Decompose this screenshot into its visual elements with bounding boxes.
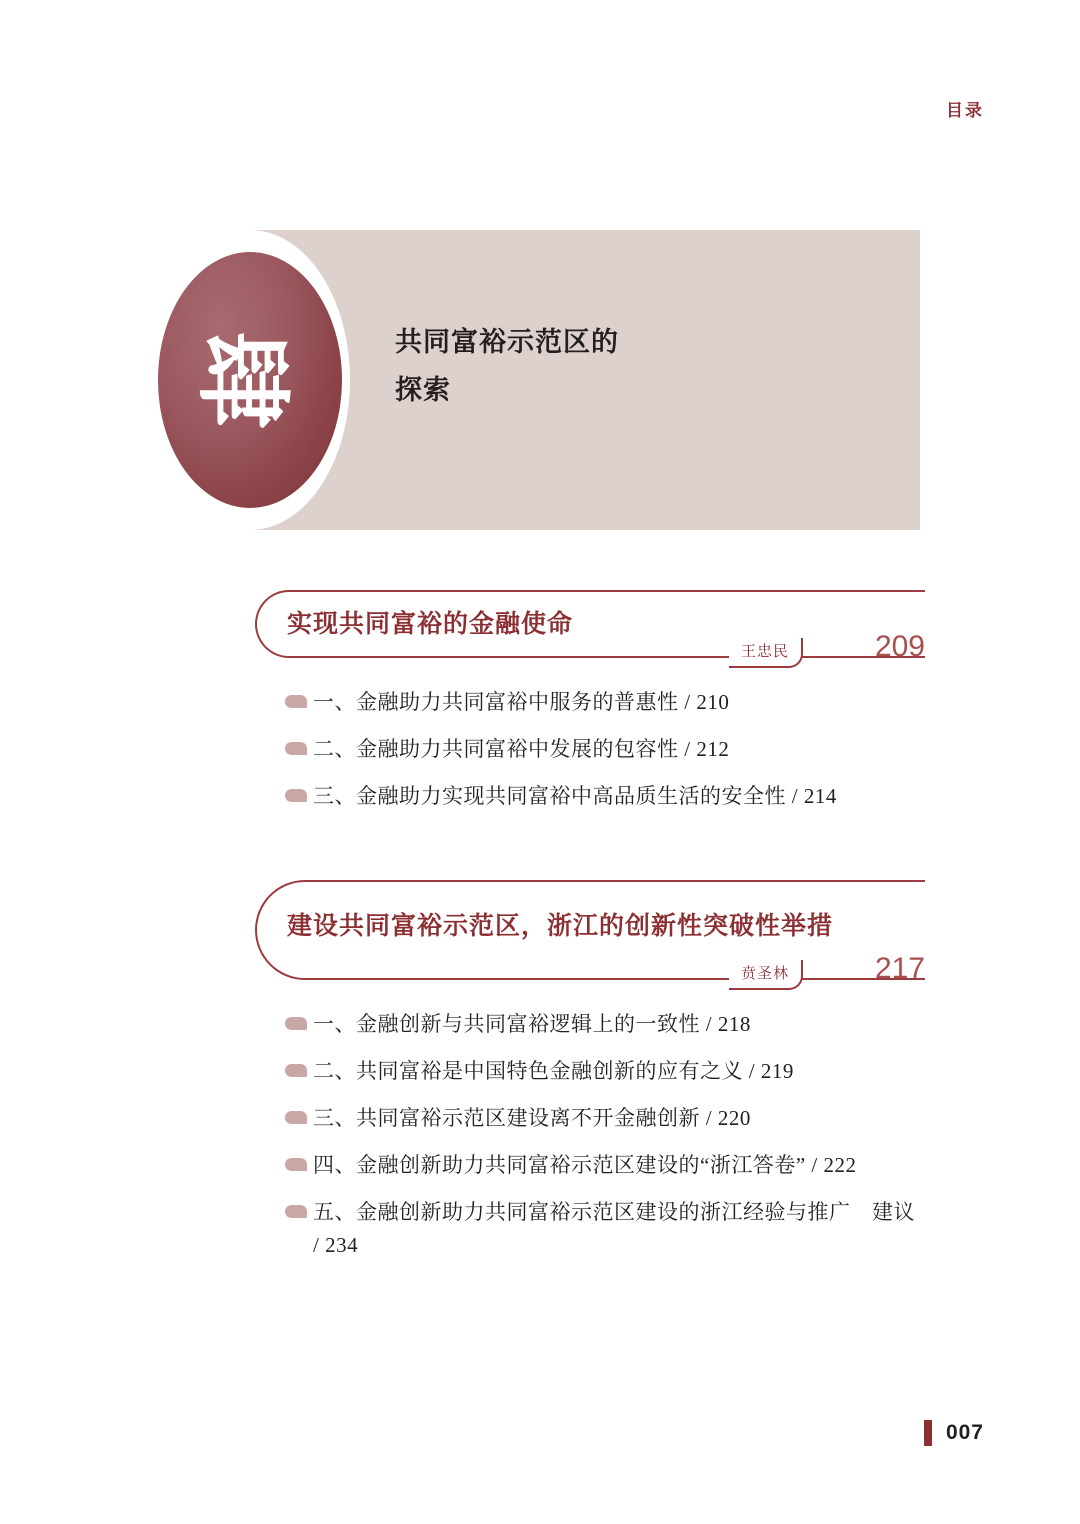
chapter-badge-inner [158,252,342,508]
toc-section-1-title[interactable]: 实现共同富裕的金融使命 [287,611,574,638]
toc-section-1-entries [285,686,925,827]
toc-section-1-header [255,590,925,668]
toc-entry[interactable] [285,1149,925,1182]
toc-section-2-page[interactable]: 217 [874,952,925,985]
running-head: 目录 [946,101,984,120]
footer-mark-icon [924,1420,932,1446]
toc-entry-label: 四、金融创新助力共同富裕示范区建设的“浙江答卷” / 222 [313,1153,857,1177]
chapter-title-line-1: 共同富裕示范区的 [395,327,619,357]
chapter-number-badge [150,230,350,530]
toc-section-2 [255,880,925,1257]
toc-entry-label: 二、共同富裕是中国特色金融创新的应有之义 / 219 [313,1059,794,1083]
leaf-bullet-icon [285,1158,307,1171]
footer-page-number: 007 [945,1421,984,1444]
toc-entry-label: 三、金融助力实现共同富裕中高品质生活的安全性 / 214 [313,784,837,808]
toc-section-1-page[interactable]: 209 [874,630,925,663]
toc-entry[interactable] [285,733,925,766]
toc-entry-label: 一、金融创新与共同富裕逻辑上的一致性 / 218 [313,1012,751,1036]
toc-entry-label: 五、金融创新助力共同富裕示范区建设的浙江经验与推广 建议 / 234 [313,1200,915,1257]
chapter-number-char: 肆 [188,332,296,428]
toc-entry-label: 二、金融助力共同富裕中发展的包容性 / 212 [313,737,730,761]
toc-entry[interactable] [285,1102,925,1135]
toc-section-2-author: 贲圣林 [729,960,803,990]
toc-section-2-header [255,880,925,992]
toc-section-2-title[interactable]: 建设共同富裕示范区，浙江的创新性突破性举措 [287,913,834,940]
page-footer [924,1420,984,1446]
toc-entry[interactable] [285,780,925,813]
toc-section-2-entries [285,1008,925,1276]
toc-entry[interactable] [285,1008,925,1041]
chapter-title [395,318,619,414]
leaf-bullet-icon [285,1111,307,1124]
chapter-title-line-2: 探索 [395,375,451,405]
toc-entry-label: 三、共同富裕示范区建设离不开金融创新 / 220 [313,1106,751,1130]
leaf-bullet-icon [285,1064,307,1077]
leaf-bullet-icon [285,742,307,755]
leaf-bullet-icon [285,695,307,708]
leaf-bullet-icon [285,1017,307,1030]
toc-entry-label: 一、金融助力共同富裕中服务的普惠性 / 210 [313,690,730,714]
toc-entry[interactable] [285,1196,925,1262]
toc-entry[interactable] [285,1055,925,1088]
leaf-bullet-icon [285,789,307,802]
toc-section-1 [255,590,925,808]
toc-entry[interactable] [285,686,925,719]
leaf-bullet-icon [285,1205,307,1218]
toc-section-1-author: 王忠民 [729,638,803,668]
